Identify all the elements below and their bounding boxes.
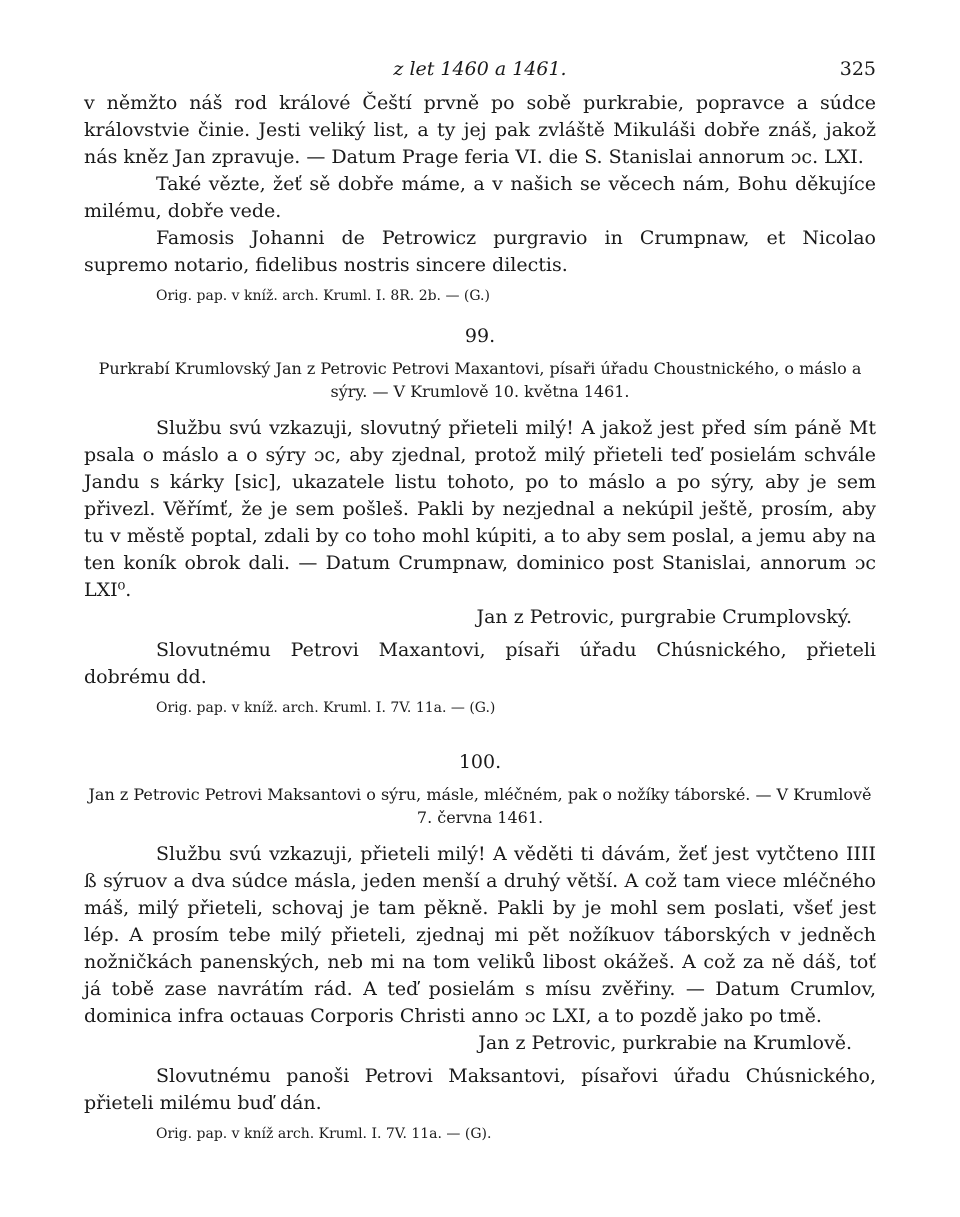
letter-signature: Jan z Petrovic, purgrabie Crumplovský. (476, 606, 852, 628)
continuation-paragraph: Také vězte, žeť sě dobře máme, a v našich se věcech nám, Bohu děkujíce milému, dobře vede. (84, 173, 876, 222)
page-number: 325 (839, 58, 876, 80)
continuation-paragraph: v němžto náš rod králové Čeští prvně po sobě purkrabie, popravce a súdce královstvie činie. Jesti veliký list, a ty jej pak zvláště Mikuláši dobře znáš, jakož nás kněz Jan zpravuje. — Datum Prage feria VI. die S. Stanislai annorum ɔc. LXI. (84, 92, 876, 168)
source-note: Orig. pap. v kníž. arch. Kruml. I. 7V. 11a. — (G.) (156, 700, 496, 716)
letter-body: Službu svú vzkazuji, přieteli milý! A věděti ti dávám, žeť jest vytčteno IIII ß sýruov a dva súdce másla, jeden menší a druhý větší. A což tam viece mléčného máš, milý přieteli, schovaj je tam pěkně. Pakli by je mohl sem poslati, všeť jest lép. A prosím tebe milý přieteli, zjednaj mi pět nožíkuov táborských v jedněch nožničkách panenských, neb mi na tom veliků libost okážeš. A což za ně dáš, toť já tobě zase navrátím rád. A teď posielám s mísu zvěřiny. — Datum Crumlov, dominica infra octauas Corporis Christi anno ɔc LXI, a to pozdě jako po tmě. (84, 843, 876, 1027)
document-number: 99. (464, 325, 496, 347)
document-summary: Purkrabí Krumlovský Jan z Petrovic Petrovi Maxantovi, písaři úřadu Choustnického, o máslo a sýry. — V Krumlově 10. května 1461. (98, 359, 862, 401)
section-spacer (84, 719, 876, 733)
running-title: z let 1460 a 1461. (393, 58, 567, 80)
page-header (84, 58, 876, 90)
source-note: Orig. pap. v kníž arch. Kruml. I. 7V. 11a. — (G). (156, 1126, 492, 1142)
letter-address: Slovutnému panoši Petrovi Maksantovi, písařovi úřadu Chúsnického, přieteli milému buď dán. (84, 1065, 876, 1114)
letter-signature: Jan z Petrovic, purkrabie na Krumlově. (478, 1032, 852, 1054)
letter-address: Famosis Johanni de Petrowicz purgravio in Crumpnaw, et Nicolao supremo notario, fidelibus nostris sincere dilectis. (84, 227, 876, 276)
document-summary: Jan z Petrovic Petrovi Maksantovi o sýru, másle, mléčném, pak o nožíky táborské. — V Krumlově 7. června 1461. (88, 785, 872, 827)
document-number: 100. (458, 751, 502, 773)
letter-body: Službu svú vzkazuji, slovutný přieteli milý! A jakož jest před sím páně Mt psala o máslo a o sýry ɔc, aby zjednal, protož milý přieteli teď posielám schvále Jandu s kárky [sic], ukazatele listu tohoto, po to máslo a po sýry, aby je sem přivezl. Věřímť, že je sem pošleš. Pakli by nezjednal a nekúpil ještě, prosím, aby tu v městě poptal, zdali by co toho mohl kúpiti, a to aby sem poslal, a jemu aby na ten koník obrok dali. — Datum Crumpnaw, dominico post Stanislai, annorum ɔc LXI⁰. (84, 417, 876, 601)
book-page (84, 58, 876, 1145)
source-note: Orig. pap. v kníž. arch. Kruml. I. 8R. 2b. — (G.) (156, 288, 490, 304)
letter-address: Slovutnému Petrovi Maxantovi, písaři úřadu Chúsnického, přieteli dobrému dd. (84, 639, 876, 688)
